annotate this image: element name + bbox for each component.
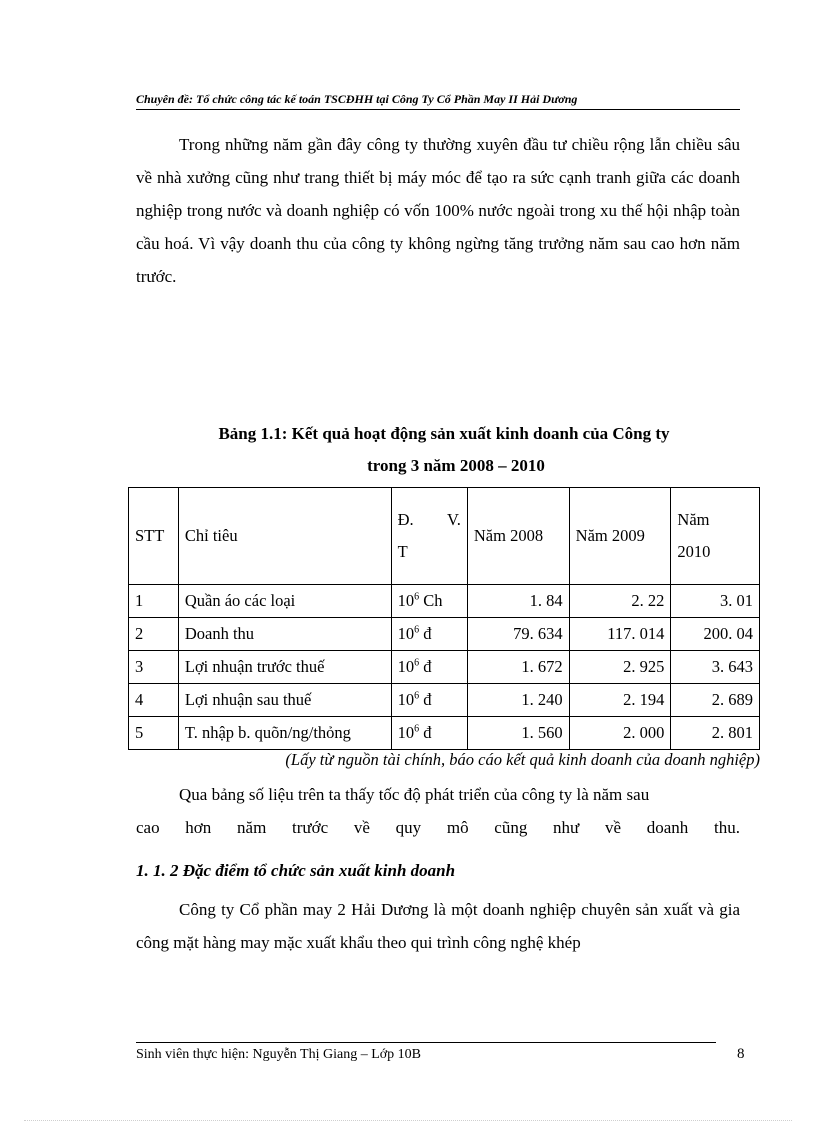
analysis-line1: Qua bảng số liệu trên ta thấy tốc độ phát triển của công ty là năm sau — [179, 785, 650, 804]
cell-2009: 2. 194 — [569, 684, 671, 717]
results-table — [128, 487, 760, 750]
header-2010 — [671, 488, 760, 585]
table-source-note: (Lấy từ nguồn tài chính, báo cáo kết quả kinh doanh của doanh nghiệp) — [285, 750, 760, 769]
cell-2010: 3. 01 — [671, 585, 760, 618]
table-row — [129, 651, 760, 684]
table-row — [129, 585, 760, 618]
cell-unit: $10^6$ đ — [391, 618, 467, 651]
cell-stt: 3 — [129, 651, 179, 684]
cell-stt: 4 — [129, 684, 179, 717]
cell-stt: 5 — [129, 717, 179, 750]
cell-indicator: T. nhập b. quõn/ng/thỏng — [178, 717, 391, 750]
table-row — [129, 618, 760, 651]
cell-2010: 2. 689 — [671, 684, 760, 717]
cell-unit: $10^6$ đ — [391, 717, 467, 750]
header-indicator: Chỉ tiêu — [178, 488, 391, 585]
cell-2010: 2. 801 — [671, 717, 760, 750]
cell-2008: 1. 560 — [467, 717, 569, 750]
table-row — [129, 684, 760, 717]
page-header: Chuyên đề: Tổ chức công tác kế toán TSCĐHH tại Công Ty Cổ Phần May II Hải Dương — [136, 92, 740, 110]
header-2010-a: Năm — [677, 510, 710, 529]
header-unit-a: Đ. — [397, 510, 414, 529]
cell-indicator: Lợi nhuận trước thuế — [178, 651, 391, 684]
page-footer: Sinh viên thực hiện: Nguyễn Thị Giang – Lớp 10B — [136, 1047, 421, 1062]
cell-unit: $10^6$ Ch — [391, 585, 467, 618]
intro-paragraph: Trong những năm gần đây công ty thường xuyên đầu tư chiều rộng lẫn chiều sâu về nhà xưởng cũng như trang thiết bị máy móc để tạo ra sức cạnh tranh giữa các doanh nghiệp trong nước và doanh nghiệp có vốn 100% nước ngoài trong xu thế hội nhập toàn cầu hoá. Vì vậy doanh thu của công ty không ngừng tăng trưởng năm sau cao hơn năm trước. — [136, 135, 740, 286]
analysis-paragraph — [136, 778, 740, 844]
cell-indicator: Doanh thu — [178, 618, 391, 651]
analysis-line2: cao hơn năm trước về quy mô cũng như về doanh thu. — [136, 818, 740, 837]
cell-2010: 200. 04 — [671, 618, 760, 651]
cell-unit: $10^6$ đ — [391, 684, 467, 717]
table-caption-line1: Bảng 1.1: Kết quả hoạt động sản xuất kinh doanh của Công ty — [218, 424, 670, 443]
cell-2009: 2. 22 — [569, 585, 671, 618]
table-header-row — [129, 488, 760, 585]
table-caption-line2: trong 3 năm 2008 – 2010 — [367, 456, 545, 475]
cell-stt: 1 — [129, 585, 179, 618]
cell-stt: 2 — [129, 618, 179, 651]
table-row — [129, 717, 760, 750]
cell-indicator: Lợi nhuận sau thuế — [178, 684, 391, 717]
header-2008: Năm 2008 — [467, 488, 569, 585]
cell-2008: 1. 672 — [467, 651, 569, 684]
footer-divider — [136, 1042, 716, 1043]
header-unit-b: V. — [446, 510, 461, 529]
page-number: 8 — [737, 1046, 745, 1062]
cell-2009: 2. 925 — [569, 651, 671, 684]
section-heading: 1. 1. 2 Đặc điểm tổ chức sản xuất kinh doanh — [136, 861, 456, 880]
cell-2010: 3. 643 — [671, 651, 760, 684]
header-2009: Năm 2009 — [569, 488, 671, 585]
cell-2009: 2. 000 — [569, 717, 671, 750]
page-bottom-border — [24, 1120, 792, 1121]
header-unit-c: T — [397, 542, 408, 561]
section-paragraph: Công ty Cổ phần may 2 Hải Dương là một doanh nghiệp chuyên sản xuất và gia công mặt hàng may mặc xuất khẩu theo qui trình công nghệ khép — [136, 900, 740, 952]
cell-2008: 1. 240 — [467, 684, 569, 717]
cell-2009: 117. 014 — [569, 618, 671, 651]
cell-2008: 79. 634 — [467, 618, 569, 651]
cell-unit: $10^6$ đ — [391, 651, 467, 684]
cell-2008: 1. 84 — [467, 585, 569, 618]
header-unit — [391, 488, 467, 585]
cell-indicator: Quần áo các loại — [178, 585, 391, 618]
header-stt: STT — [129, 488, 179, 585]
header-2010-b: 2010 — [677, 542, 711, 561]
